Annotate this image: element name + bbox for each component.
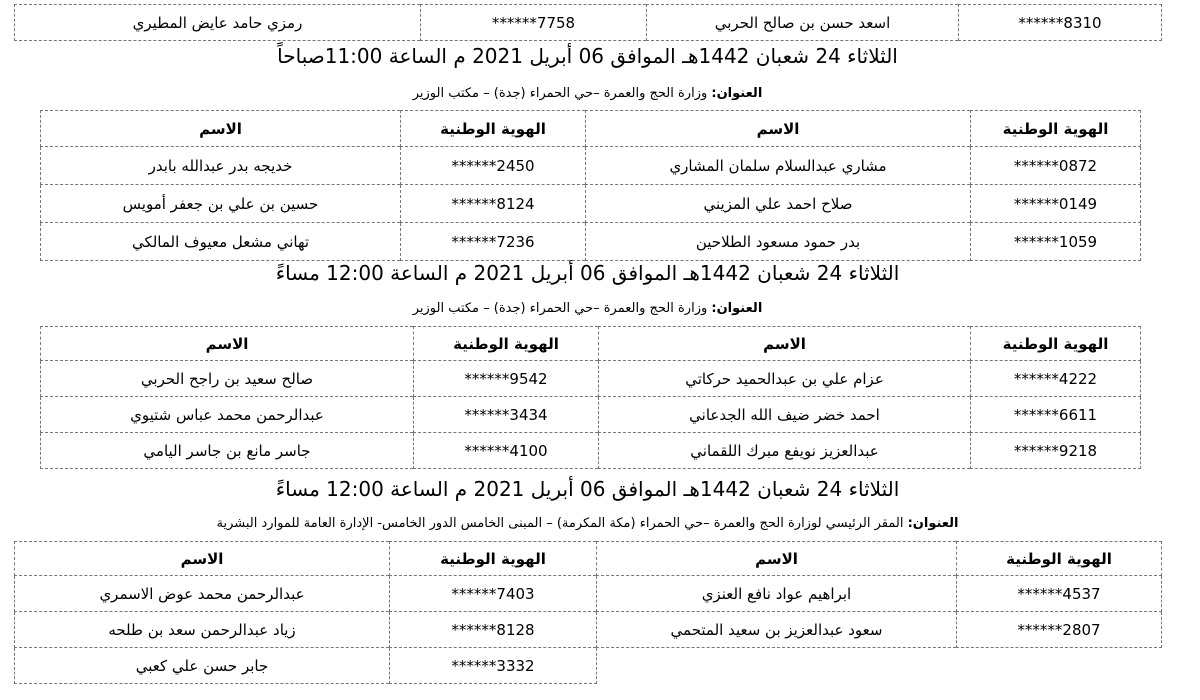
column-header-id: الهوية الوطنية: [971, 111, 1141, 147]
session-address: العنوان: المقر الرئيسي لوزارة الحج والعمرة –حي الحمراء (مكة المكرمة) – المبنى الخامس الدور الخامس- الإدارة العامة للموارد البشرية: [216, 516, 959, 531]
id-cell: ******9542: [414, 361, 599, 397]
name-cell: مشاري عبدالسلام سلمان المشاري: [586, 147, 971, 185]
name-cell: ابراهيم عواد نافع العنزي: [597, 576, 957, 612]
name-cell: عبدالرحمن محمد عباس شتيوي: [41, 397, 414, 433]
table-row: [15, 612, 1162, 648]
id-cell: ******8310: [959, 5, 1162, 41]
table-row: [41, 185, 1141, 223]
name-cell: عبدالعزيز نويفع مبرك اللقماني: [599, 433, 971, 469]
name-cell: عزام علي بن عبدالحميد حركاتي: [599, 361, 971, 397]
column-header-name: الاسم: [586, 111, 971, 147]
id-cell: ******7758: [421, 5, 647, 41]
id-cell: ******0149: [971, 185, 1141, 223]
name-cell: احمد خضر ضيف الله الجدعاني: [599, 397, 971, 433]
table-row: [15, 648, 1162, 684]
session-heading: الثلاثاء 24 شعبان 1442هـ الموافق 06 أبريل 2021 م الساعة 12:00 مساءً: [275, 261, 900, 285]
column-header-name: الاسم: [41, 327, 414, 361]
name-cell: حسين بن علي بن جعفر أمويس: [41, 185, 401, 223]
table-row: [41, 361, 1141, 397]
top-row-table: [14, 4, 1162, 41]
name-cell: جابر حسن علي كعبي: [15, 648, 390, 684]
name-cell: زياد عبدالرحمن سعد بن طلحه: [15, 612, 390, 648]
id-cell: ******6611: [971, 397, 1141, 433]
session-table: [40, 326, 1141, 469]
session-address: العنوان: وزارة الحج والعمرة –حي الحمراء (جدة) – مكتب الوزير: [412, 86, 763, 101]
name-cell: اسعد حسن بن صالح الحربي: [647, 5, 959, 41]
id-cell: ******4537: [957, 576, 1162, 612]
id-cell: ******8128: [390, 612, 597, 648]
table-row: [41, 433, 1141, 469]
name-cell: صلاح احمد علي المزيني: [586, 185, 971, 223]
table-row: [41, 223, 1141, 261]
name-cell: سعود عبدالعزيز بن سعيد المتحمي: [597, 612, 957, 648]
column-header-id: الهوية الوطنية: [401, 111, 586, 147]
name-cell: تهاني مشعل معيوف المالكي: [41, 223, 401, 261]
id-cell: ******2807: [957, 612, 1162, 648]
column-header-id: الهوية الوطنية: [414, 327, 599, 361]
id-cell: ******2450: [401, 147, 586, 185]
session-heading: الثلاثاء 24 شعبان 1442هـ الموافق 06 أبريل 2021 م الساعة 11:00صباحاً: [277, 44, 898, 68]
id-cell: ******0872: [971, 147, 1141, 185]
session-heading: الثلاثاء 24 شعبان 1442هـ الموافق 06 أبريل 2021 م الساعة 12:00 مساءً: [275, 477, 900, 501]
name-cell: خديجه بدر عبدالله بابدر: [41, 147, 401, 185]
name-cell: صالح سعيد بن راجح الحربي: [41, 361, 414, 397]
session-table: [40, 110, 1141, 261]
column-header-id: الهوية الوطنية: [390, 542, 597, 576]
empty-cell: [597, 648, 957, 684]
column-header-id: الهوية الوطنية: [957, 542, 1162, 576]
id-cell: ******9218: [971, 433, 1141, 469]
session-address: العنوان: وزارة الحج والعمرة –حي الحمراء (جدة) – مكتب الوزير: [412, 301, 763, 316]
column-header-name: الاسم: [599, 327, 971, 361]
id-cell: ******8124: [401, 185, 586, 223]
name-cell: بدر حمود مسعود الطلاحين: [586, 223, 971, 261]
column-header-name: الاسم: [597, 542, 957, 576]
name-cell: عبدالرحمن محمد عوض الاسمري: [15, 576, 390, 612]
id-cell: ******4222: [971, 361, 1141, 397]
column-header-id: الهوية الوطنية: [971, 327, 1141, 361]
id-cell: ******4100: [414, 433, 599, 469]
name-cell: رمزي حامد عايض المطيري: [15, 5, 421, 41]
table-row: [15, 576, 1162, 612]
table-row: [41, 397, 1141, 433]
id-cell: ******7403: [390, 576, 597, 612]
id-cell: ******3434: [414, 397, 599, 433]
id-cell: ******1059: [971, 223, 1141, 261]
column-header-name: الاسم: [41, 111, 401, 147]
id-cell: ******7236: [401, 223, 586, 261]
table-row: [41, 147, 1141, 185]
name-cell: جاسر مانع بن جاسر اليامي: [41, 433, 414, 469]
column-header-name: الاسم: [15, 542, 390, 576]
id-cell: ******3332: [390, 648, 597, 684]
empty-cell: [957, 648, 1162, 684]
session-table: [14, 541, 1162, 684]
